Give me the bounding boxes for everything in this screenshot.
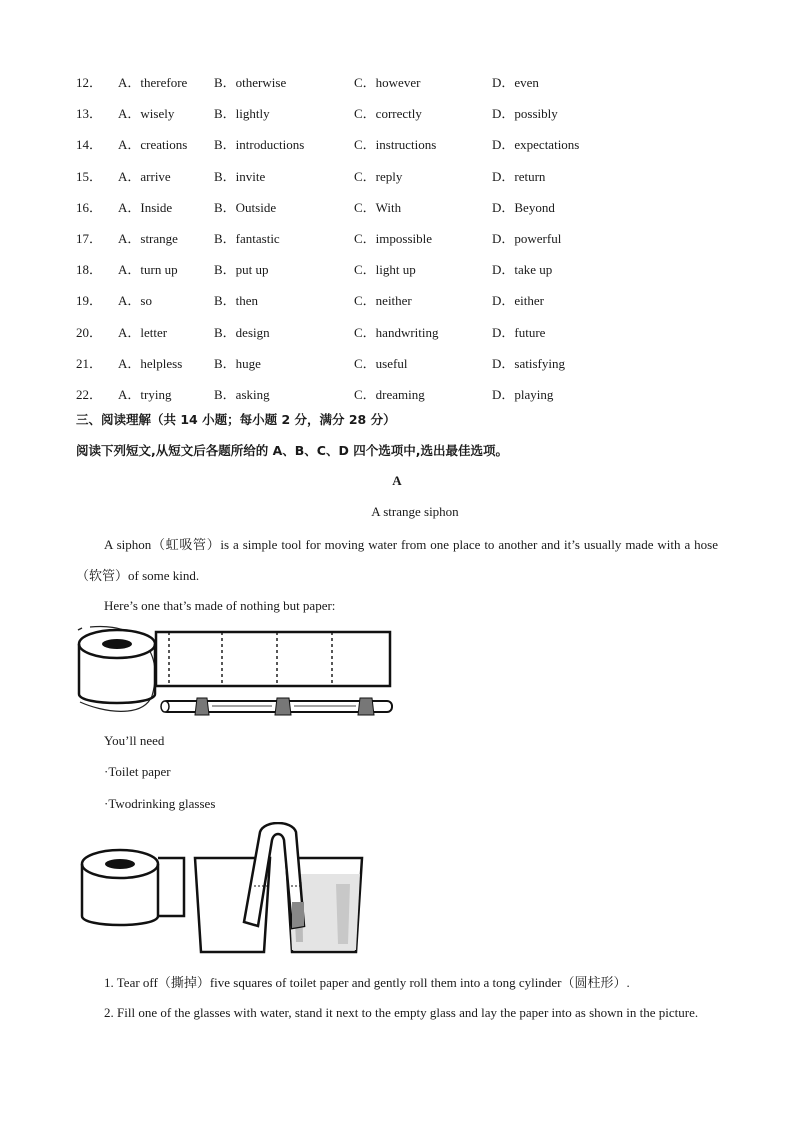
item-drinking-glasses: ·Twodrinking glasses bbox=[104, 796, 216, 811]
you-need-label: You’ll need bbox=[104, 733, 165, 748]
option-d: D．playing bbox=[492, 386, 554, 402]
option-c: C．impossible bbox=[354, 231, 433, 247]
option-row bbox=[76, 347, 716, 378]
option-row bbox=[76, 128, 716, 159]
passage-letter: A bbox=[392, 473, 402, 488]
step-2: 2. Fill one of the glasses with water, stand it next to the empty glass and lay the paper into as shown in the picture. bbox=[104, 1005, 699, 1020]
option-d: D．either bbox=[492, 293, 544, 309]
siphon-glasses-illustration bbox=[78, 822, 368, 960]
option-d: D．future bbox=[492, 324, 546, 340]
option-b: B．asking bbox=[214, 386, 270, 402]
option-b: B．huge bbox=[214, 355, 261, 371]
option-d: D．powerful bbox=[492, 231, 562, 247]
option-b: B．lightly bbox=[214, 106, 270, 122]
question-number: 17． bbox=[76, 231, 103, 247]
option-b: B．fantastic bbox=[214, 231, 280, 247]
option-a: A．strange bbox=[118, 231, 178, 247]
passage-paragraph-2: Here’s one that’s made of nothing but paper: bbox=[104, 598, 336, 613]
option-row bbox=[76, 160, 716, 191]
option-a: A．so bbox=[118, 293, 152, 309]
option-c: C．neither bbox=[354, 293, 412, 309]
option-a: A．creations bbox=[118, 137, 188, 153]
option-c: C．instructions bbox=[354, 137, 437, 153]
question-number: 15． bbox=[76, 168, 103, 184]
option-b: B．put up bbox=[214, 262, 269, 278]
option-c: C．With bbox=[354, 199, 402, 215]
question-number: 22． bbox=[76, 386, 103, 402]
option-a: A．therefore bbox=[118, 75, 188, 91]
option-c: C．however bbox=[354, 75, 421, 91]
option-d: D．Beyond bbox=[492, 199, 555, 215]
option-row bbox=[76, 378, 716, 409]
option-c: C．dreaming bbox=[354, 386, 425, 402]
option-c: C．handwriting bbox=[354, 324, 439, 340]
question-number: 19． bbox=[76, 293, 103, 309]
option-row bbox=[76, 66, 716, 97]
step-1: 1. Tear off（撕掉）five squares of toilet paper and gently roll them into a tong cylinder（圆柱形）. bbox=[104, 975, 630, 990]
option-d: D．return bbox=[492, 168, 546, 184]
question-number: 14． bbox=[76, 137, 103, 153]
option-a: A．trying bbox=[118, 386, 172, 402]
option-a: A．arrive bbox=[118, 168, 171, 184]
question-number: 20． bbox=[76, 324, 103, 340]
option-c: C．light up bbox=[354, 262, 416, 278]
option-row bbox=[76, 253, 716, 284]
passage-title: A strange siphon bbox=[371, 504, 459, 519]
option-d: D．expectations bbox=[492, 137, 580, 153]
option-a: A．wisely bbox=[118, 106, 175, 122]
option-a: A．turn up bbox=[118, 262, 178, 278]
section-instruction: 阅读下列短文,从短文后各题所给的 A、B、C、D 四个选项中,选出最佳选项。 bbox=[76, 443, 508, 458]
option-d: D．satisfying bbox=[492, 355, 565, 371]
question-number: 18． bbox=[76, 262, 103, 278]
option-b: B．Outside bbox=[214, 199, 277, 215]
option-d: D．even bbox=[492, 75, 539, 91]
option-a: A．letter bbox=[118, 324, 168, 340]
options-table bbox=[76, 66, 716, 409]
question-number: 16． bbox=[76, 199, 103, 215]
section-heading: 三、阅读理解（共 14 小题；每小题 2 分，满分 28 分） bbox=[76, 412, 396, 427]
option-row bbox=[76, 284, 716, 315]
option-b: B．design bbox=[214, 324, 270, 340]
option-d: D．possibly bbox=[492, 106, 558, 122]
option-b: B．otherwise bbox=[214, 75, 287, 91]
option-c: C．useful bbox=[354, 355, 408, 371]
option-row bbox=[76, 97, 716, 128]
option-b: B．then bbox=[214, 293, 259, 309]
question-number: 13． bbox=[76, 106, 103, 122]
question-number: 12． bbox=[76, 75, 103, 91]
question-number: 21． bbox=[76, 355, 103, 371]
paper-roll-illustration bbox=[72, 624, 402, 724]
option-c: C．correctly bbox=[354, 106, 422, 122]
option-b: B．introductions bbox=[214, 137, 305, 153]
item-toilet-paper: ·Toilet paper bbox=[104, 764, 171, 779]
option-row bbox=[76, 222, 716, 253]
option-c: C．reply bbox=[354, 168, 403, 184]
option-row bbox=[76, 316, 716, 347]
option-b: B．invite bbox=[214, 168, 266, 184]
option-a: A．helpless bbox=[118, 355, 183, 371]
option-d: D．take up bbox=[492, 262, 553, 278]
passage-paragraph-1: A siphon（虹吸管）is a simple tool for moving water from one place to another and it’s usually made with a hose（软管）of some kind. bbox=[76, 537, 718, 583]
option-a: A．Inside bbox=[118, 199, 173, 215]
option-row bbox=[76, 191, 716, 222]
